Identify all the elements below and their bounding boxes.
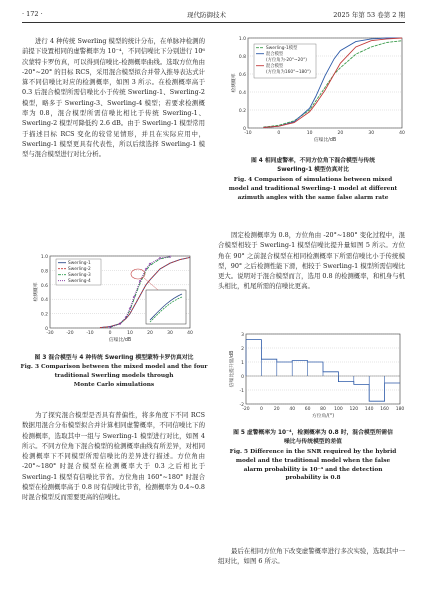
right-column-bottom-text: [218, 546, 405, 567]
page-number: · 172 ·: [22, 10, 43, 18]
figure-5-caption-en: Fig. 5 Difference in the SNR required by the hybrid model and the traditional model when the false alarm probability is 10⁻⁴ and the detection probability is 0.8: [229, 449, 397, 482]
x-tick-label: -10: [86, 331, 94, 336]
y-tick-label: 0.8: [238, 55, 246, 60]
y-axis-label: 检测概率: [34, 282, 39, 302]
x-tick-label: 180: [395, 407, 405, 412]
y-axis-label: 信噪比提升量/dB: [230, 350, 235, 388]
legend-label: (方位角为160°~180°): [266, 70, 311, 75]
x-tick-label: 40: [399, 131, 405, 136]
paragraph: 最后在相同方位角下改变虚警概率进行多次实验，选取其中一组对比，如图 6 所示。: [218, 547, 405, 566]
y-tick-label: 1: [241, 361, 244, 366]
x-tick-label: 20: [273, 407, 280, 412]
x-axis-label: 信噪比/dB: [108, 338, 132, 343]
x-tick-label: 60: [304, 407, 311, 412]
figure-5-chart: [222, 330, 406, 426]
y-tick-label: 0.2: [238, 109, 246, 114]
figure-4-caption-cn: 图 4 相同虚警率，不同方位角下混合模型与传统 Swerling-1 模型仿真对比: [250, 158, 375, 173]
x-tick-label: 120: [349, 407, 359, 412]
x-tick-label: 140: [364, 407, 374, 412]
y-tick-label: -1: [239, 389, 244, 394]
paragraph: 进行 4 种传统 Swerling 模型的统计分布，在单脉冲检测的前提下设置相同的虚警概率为 10⁻⁴，不同信噪比下分别进行 10⁶ 次蒙特卡罗仿真，可以得到信噪比-检测概率曲线。选取方位角由 -20°~20° 的目标 RCS，采用混合模型拟合并带入推导表达式计算不同信噪比对应的检测概率，如图 3 所示。在检测概率高于 0.3 后混合模型所需信噪比小于传统 Swerling-1、Swerling-2 模型，略多于 Swerling-3、Swerling-4 模型；若要求检测概率为 0.8，混合模型所需信噪比相比于传统 Swerling-1、Swerling-2 模型可降低约 2.6 dB。由于 Swerling-1 模型常用于描述目标 RCS 变化的较常见情形，并且在实际应用中，Swerling-1 模型更具有代表性，所以后续选择 Swerling-1 模型与混合模型进行对比分析。: [22, 37, 205, 159]
y-tick-label: 0.6: [238, 73, 246, 78]
legend-label: 混合模型: [266, 52, 284, 57]
legend-label: Swerling-1模型: [266, 46, 298, 51]
x-tick-label: 40: [289, 407, 296, 412]
paragraph: 为了探究混合模型是否具有普偏性，将多角度下不同 RCS 数据用混合分布模型拟合并计算相同虚警概率，不同信噪比下的检测概率，选取其中一组与 Swerling-1 模型进行对比，如图 4 所示。不同方位角下混合模型的检测概率曲线有所差异，对相同检测概率下不同模型所需信噪比的差异进行描述。方位角由 -20°~180° 时混合模型在检测概率大于 0.3 之后相比于 Swerling-1 模型有信噪比节省。方位角由 160°~180° 时混合模型在检测概率高于 0.8 时有信噪比节省，检测概率为 0.4~0.8 时混合模型反而需要更高的信噪比。: [22, 411, 205, 502]
header-rule: [22, 22, 405, 23]
y-tick-label: 0.6: [40, 283, 48, 289]
y-tick-label: 0.4: [40, 298, 48, 304]
issue-info: 2025 年第 53 卷第 2 期: [333, 11, 405, 19]
figure-3-caption-cn: 图 3 混合模型与 4 种传统 Swerling 模型蒙特卡罗仿真对比: [34, 355, 194, 361]
y-tick-label: 3: [241, 333, 244, 338]
paragraph: 固定检测概率为 0.8，方位角由 -20°~180° 变化过程中，混合模型相较于 Swerling-1 模型信噪比提升量如图 5 所示。方位角在 90° 之前混合模型在相同检测概率下所需信噪比小于传统模型，90° 之后检测性能下滑，相较于 Swerling-1 模型所需信噪比更大。说明对于混合模型而言，选用 0.8 的检测概率，和机身与机头相比，机尾所需的信噪比更高。: [218, 231, 405, 291]
left-column-bottom-text: [22, 410, 205, 503]
y-tick-label: 0.8: [40, 269, 48, 275]
figure-3-caption-en: Fig. 3 Comparison between the mixed model and the four traditional Swerling models through Monte Carlo simulations: [20, 364, 208, 388]
x-tick-label: -10: [244, 131, 252, 136]
x-tick-label: 20: [147, 331, 153, 336]
legend-label: (方位角为-20°~20°): [266, 58, 307, 63]
x-axis-label: 方位角/(°): [311, 414, 335, 419]
x-tick-label: 40: [187, 331, 193, 336]
figure-4-chart: [224, 34, 408, 154]
x-tick-label: 0: [277, 131, 281, 136]
x-tick-label: 20: [337, 131, 344, 136]
left-column-top-text: [22, 36, 205, 160]
x-tick-label: -20: [66, 331, 74, 336]
x-tick-label: 30: [167, 331, 173, 336]
x-axis-label: 信噪比/dB: [313, 138, 337, 143]
x-tick-label: 10: [306, 131, 313, 136]
running-header: [22, 8, 405, 22]
x-tick-label: 0: [108, 331, 112, 336]
y-tick-label: 2: [241, 347, 244, 352]
y-tick-label: 0.4: [238, 91, 246, 96]
x-tick-label: 30: [368, 131, 375, 136]
legend-label: 混合模型: [266, 64, 284, 69]
right-column-mid-text: [218, 230, 405, 292]
y-axis-label: 检测概率: [232, 73, 237, 93]
y-tick-label: 0.2: [40, 312, 48, 318]
figure-4-caption-en: Fig. 4 Comparison of simulations between mixed model and traditional Swerling-1 model at different azimuth angles with the same false alarm rate: [228, 177, 398, 201]
x-tick-label: 10: [127, 331, 133, 336]
step-line: [246, 340, 400, 402]
y-tick-label: 1.0: [238, 37, 246, 42]
y-tick-label: 0: [241, 375, 244, 380]
x-tick-label: 160: [380, 407, 389, 412]
figure-5-caption-cn: 图 5 虚警概率为 10⁻⁴，检测概率为 0.8 时，混合模型所需信 噪比与传统模型的差值: [233, 430, 393, 445]
x-tick-label: -30: [46, 331, 54, 336]
x-tick-label: -20: [242, 407, 250, 412]
figure-3-chart: [28, 252, 198, 352]
journal-name: 现代防御技术: [187, 11, 226, 19]
x-tick-label: 100: [334, 407, 343, 412]
legend-label: Swerling-3: [68, 273, 91, 278]
y-tick-label: -2: [239, 403, 244, 408]
x-tick-label: 80: [320, 407, 326, 412]
y-tick-label: 0: [45, 327, 48, 332]
legend-label: Swerling-4: [68, 279, 91, 284]
legend-label: Swerling-1: [68, 261, 91, 266]
y-tick-label: 1.0: [40, 255, 48, 260]
x-tick-label: 0: [259, 407, 263, 412]
y-tick-label: 0: [243, 127, 246, 132]
legend-label: Swerling-2: [68, 267, 91, 272]
